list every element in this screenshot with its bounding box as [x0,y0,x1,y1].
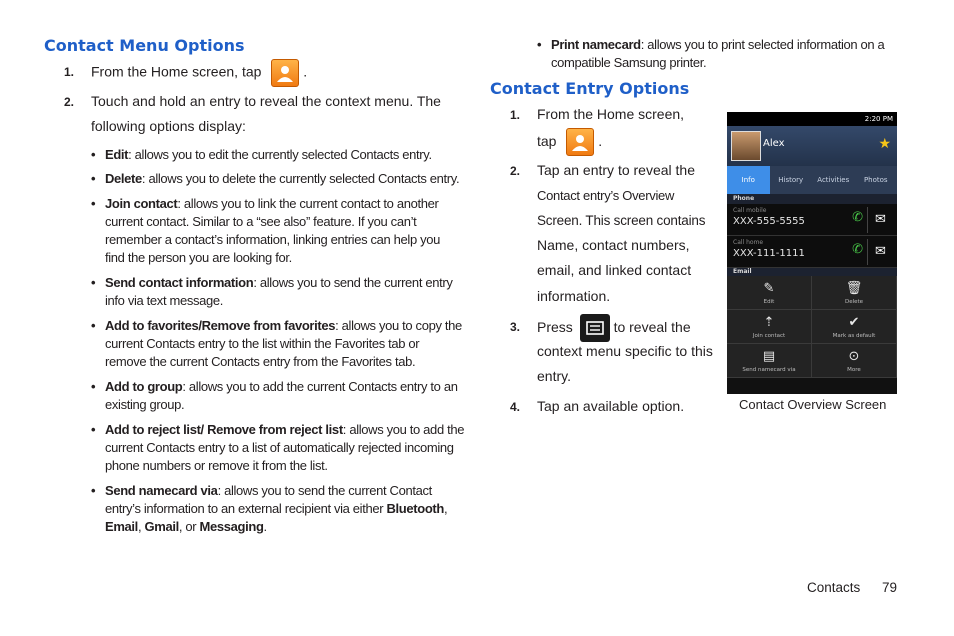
bullet-term: Add to favorites/Remove from favorites [105,318,336,333]
bullet-desc: : allows you to copy the [335,318,462,333]
step-text-line: email, and linked contact [537,262,692,278]
bullet-print-namecard [537,36,917,72]
bullet-line [105,195,438,213]
bullet-desc: remove the current Contacts entry from the Favorites tab. [105,354,416,369]
step-text: Tap an available option. [537,398,685,414]
bullet-dot: • [537,37,542,52]
step-text-press: Press [537,319,573,335]
bullet-line-1 [105,482,432,500]
menu-edit [727,276,812,310]
bullet-dot: • [91,483,96,498]
phone-call-icon: ✆ [852,210,863,225]
bullet-line [105,146,432,164]
messaging-term: Messaging [199,519,264,534]
menu-label: More [847,367,861,373]
bullet-desc: entry’s information to an external recipient via either [105,501,387,516]
contact-tabs [727,166,897,194]
join-arrow-icon: ⇡ [763,315,775,330]
step-text-line-2: following options display: [91,118,246,134]
bullet-line [105,396,184,414]
bullet-desc: phone numbers or remove it from the list. [105,458,328,473]
bullet-send-contact-info [91,274,461,310]
more-chevron-icon: ⊙ [848,349,860,364]
bullet-send-namecard [91,482,461,538]
menu-delete [812,276,897,310]
bullet-line [105,457,328,475]
pencil-icon: ✎ [763,281,775,296]
email-term: Email [105,519,138,534]
step-number: 1. [64,65,75,79]
step-text-line: entry. [537,368,571,384]
row-label: Call home [733,239,764,246]
bullet-term: Send namecard via [105,483,218,498]
right-step-4 [510,394,720,420]
bullet-line-3 [105,518,267,536]
bullet-line-1 [551,36,884,54]
step-text-line: Name, contact numbers, [537,237,690,253]
bullet-term: Send contact information [105,275,254,290]
bullet-join-contact [91,195,461,267]
or-text: , or [178,519,200,534]
bullet-line-2 [105,500,447,518]
step-text [91,59,307,87]
right-step-3 [510,312,720,390]
avatar [731,131,761,161]
bullet-dot: • [91,147,96,162]
bullet-term: Join contact [105,196,178,211]
bullet-dot: • [91,379,96,394]
bullet-desc: current Contacts entry to a list of automatically rejected incoming [105,440,454,455]
bullet-line [105,353,415,371]
context-menu-grid [727,276,897,378]
bullet-dot: • [91,318,96,333]
bullet-line [105,378,458,396]
bullet-desc: info via text message. [105,293,224,308]
status-bar [727,112,897,126]
menu-send-namecard [727,344,812,378]
phone-row-mobile [727,204,897,236]
contact-header [727,126,897,166]
phone-call-icon: ✆ [852,242,863,257]
contacts-app-icon [271,59,299,87]
row-value: XXX-555-5555 [733,216,805,227]
step-text-line: Tap an entry to reveal the [537,162,695,178]
bullet-dot: • [91,422,96,437]
message-envelope-icon: ✉ [867,239,893,265]
bullet-term: Add to group [105,379,183,394]
step-text-before: From the Home screen, tap [91,63,262,80]
step-text-after: . [303,63,308,80]
step-text-after: to reveal the [613,319,691,335]
bullet-desc: current Contacts entry to the list within the Favorites tab or [105,336,420,351]
step-text-tap: tap [537,133,557,149]
contact-overview-screenshot [727,112,897,394]
bullet-desc: : allows you to send the current entry [253,275,453,290]
step-text-after: . [598,133,603,149]
bullet-dot: • [91,196,96,211]
menu-join-contact [727,310,812,344]
contact-entry-options-heading: Contact Entry Options [490,79,690,98]
bullet-line [105,170,459,188]
menu-label: Send namecard via [742,367,796,373]
bullet-line [105,231,440,249]
comma: , [444,501,448,516]
contact-name: Alex [763,138,785,149]
menu-label: Join contact [752,333,786,339]
page-number: 79 [882,580,898,595]
bullet-desc: : allows you to add the [342,422,465,437]
menu-more [812,344,897,378]
bullet-desc: : allows you to link the current contact to another [177,196,439,211]
bullet-line [105,292,223,310]
right-step-2 [510,158,720,310]
bullet-edit [91,146,461,164]
contact-menu-options-heading: Contact Menu Options [44,36,245,55]
bullet-line [105,274,453,292]
namecard-icon: ▤ [762,349,776,364]
footer-section: Contacts [807,580,861,595]
row-value: XXX-111-1111 [733,248,805,259]
bullet-favorites [91,317,461,371]
bullet-term: Delete [105,171,142,186]
step-number: 2. [510,164,521,178]
bullet-desc: : allows you to send the current Contact [217,483,432,498]
step-text-line-2 [537,127,602,156]
bullet-dot: • [91,275,96,290]
gmail-term: Gmail [144,519,179,534]
bullet-desc: : allows you to print selected information on a [640,37,885,52]
step-number: 2. [64,95,75,109]
bullet-line [105,421,464,439]
period: . [263,519,267,534]
step-text-line-1: Touch and hold an entry to reveal the context menu. The [91,93,441,109]
step-text-line: context menu specific to this [537,343,713,359]
bullet-line [105,213,416,231]
tab-activities: Activities [817,176,850,184]
bullet-desc: find the person you are looking for. [105,250,292,265]
tab-info: Info [727,166,770,194]
bullet-line [105,335,419,353]
menu-mark-as-default [812,310,897,344]
right-step-1 [510,102,720,154]
bullet-term: Edit [105,147,129,162]
figure-caption: Contact Overview Screen [739,397,887,412]
step-text-line-1: From the Home screen, [537,106,685,122]
row-label: Call mobile [733,207,767,214]
bullet-desc: existing group. [105,397,185,412]
bullet-line [105,439,454,457]
left-step-1 [64,59,464,87]
menu-label: Edit [763,299,775,305]
left-step-2 [64,89,464,139]
step-number: 4. [510,400,521,414]
menu-label: Mark as default [832,333,876,339]
bullet-desc: current contact. Similar to a “see also” feature. If you can’t [105,214,417,229]
bullet-add-to-group [91,378,461,414]
step-text-line-1 [537,312,691,342]
status-time: 2:20 PM [864,115,893,123]
bullet-desc: remember a contact’s information, linking entries can help you [105,232,441,247]
step-number: 1. [510,108,521,122]
bullet-desc: : allows you to add the current Contacts entry to an [182,379,458,394]
contacts-app-icon [566,128,594,156]
tab-history: History [778,176,804,184]
section-email: Email [727,268,897,276]
favorite-star-icon: ★ [878,136,891,152]
menu-label: Delete [844,299,864,305]
step-text-line: information. [537,288,611,304]
bluetooth-term: Bluetooth [386,501,444,516]
bullet-term: Print namecard [551,37,641,52]
phone-row-home [727,236,897,268]
step-text-line: Screen. This screen contains [537,213,706,228]
bullet-dot: • [91,171,96,186]
bullet-line [105,249,292,267]
section-phone: Phone [727,194,897,204]
step-text-line: Contact entry’s Overview [537,188,675,203]
bullet-term: Add to reject list/ Remove from reject list [105,422,343,437]
trash-icon: 🗑 [845,281,863,296]
comma: , [137,519,145,534]
bullet-desc: : allows you to edit the currently selected Contacts entry. [128,147,432,162]
bullet-reject-list [91,421,465,475]
checkmark-icon: ✔ [848,315,860,330]
bullet-desc: : allows you to delete the currently selected Contacts entry. [141,171,460,186]
bullet-delete [91,170,461,188]
step-number: 3. [510,320,521,334]
tab-photos: Photos [863,176,888,184]
bullet-line [105,317,462,335]
message-envelope-icon: ✉ [867,207,893,233]
bullet-line-2: compatible Samsung printer. [551,55,707,70]
